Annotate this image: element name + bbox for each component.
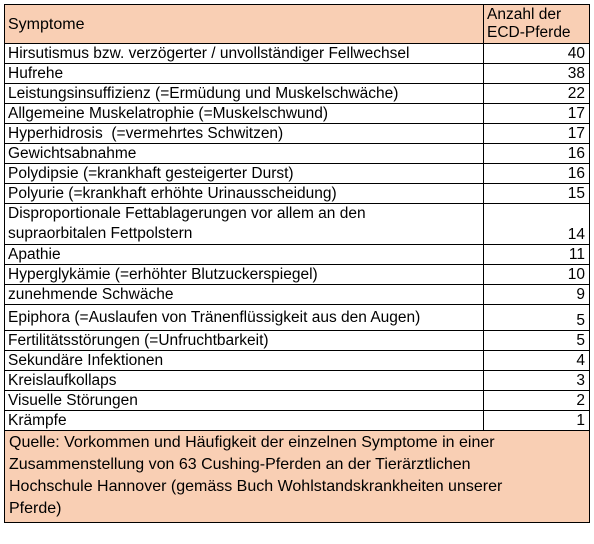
- table-row: [5, 64, 590, 84]
- symptom-cell: Gewichtsabnahme: [5, 144, 484, 164]
- header-count-line2: ECD-Pferde: [487, 24, 571, 41]
- symptom-cell: Fertilitätsstörungen (=Unfruchtbarkeit): [5, 331, 484, 351]
- symptom-cell: Leistungsinsuffizienz (=Ermüdung und Muskelschwäche): [5, 84, 484, 104]
- table-row: [5, 44, 590, 64]
- table-row: [5, 204, 590, 245]
- table-header-row: [5, 5, 590, 44]
- source-line-2: Zusammenstellung von 63 Cushing-Pferden an der Tierärztlichen: [9, 456, 471, 473]
- header-count: [484, 5, 590, 44]
- table-row: [5, 184, 590, 204]
- table-row: [5, 245, 590, 265]
- count-cell: 40: [484, 44, 590, 64]
- table-row: [5, 391, 590, 411]
- symptom-cell: Sekundäre Infektionen: [5, 351, 484, 371]
- symptom-cell-line2: supraorbitalen Fettpolstern: [8, 225, 193, 242]
- table-row: [5, 104, 590, 124]
- count-cell: 2: [484, 391, 590, 411]
- symptom-cell: Hufrehe: [5, 64, 484, 84]
- count-cell: 10: [484, 265, 590, 285]
- table-row: [5, 164, 590, 184]
- table-row: [5, 411, 590, 431]
- count-cell: 11: [484, 245, 590, 265]
- symptom-cell: Krämpfe: [5, 411, 484, 431]
- header-count-line1: Anzahl der: [487, 6, 562, 23]
- table-row: [5, 84, 590, 104]
- symptom-cell: zunehmende Schwäche: [5, 285, 484, 305]
- count-cell: 4: [484, 351, 590, 371]
- symptom-table-container: [4, 4, 589, 523]
- count-cell: 38: [484, 64, 590, 84]
- count-cell: 15: [484, 184, 590, 204]
- table-row: [5, 331, 590, 351]
- symptom-cell: Hyperhidrosis (=vermehrtes Schwitzen): [5, 124, 484, 144]
- source-line-3: Hochschule Hannover (gemäss Buch Wohlstandskrankheiten unserer: [9, 478, 503, 495]
- symptom-cell: Polydipsie (=krankhaft gesteigerter Durst): [5, 164, 484, 184]
- symptom-cell: Allgemeine Muskelatrophie (=Muskelschwund): [5, 104, 484, 124]
- symptom-cell: Apathie: [5, 245, 484, 265]
- symptom-cell: Kreislaufkollaps: [5, 371, 484, 391]
- symptom-cell: Hyperglykämie (=erhöhter Blutzuckerspiegel): [5, 265, 484, 285]
- count-cell: 17: [484, 124, 590, 144]
- count-cell: 5: [484, 305, 590, 331]
- symptom-cell: Visuelle Störungen: [5, 391, 484, 411]
- count-cell: 17: [484, 104, 590, 124]
- table-row: [5, 285, 590, 305]
- table-row: [5, 124, 590, 144]
- header-symptom: Symptome: [5, 5, 484, 44]
- symptom-cell: Epiphora (=Auslaufen von Tränenflüssigkeit aus den Augen): [5, 305, 484, 331]
- source-line-4: Pferde): [9, 500, 62, 517]
- count-cell: 9: [484, 285, 590, 305]
- count-cell: 16: [484, 144, 590, 164]
- table-row: [5, 371, 590, 391]
- source-line-1: Quelle: Vorkommen und Häufigkeit der einzelnen Symptome in einer: [9, 434, 495, 451]
- count-cell: 5: [484, 331, 590, 351]
- count-cell: 3: [484, 371, 590, 391]
- table-row: [5, 265, 590, 285]
- symptom-cell: Hirsutismus bzw. verzögerter / unvollständiger Fellwechsel: [5, 44, 484, 64]
- symptom-cell: Polyurie (=krankhaft erhöhte Urinausscheidung): [5, 184, 484, 204]
- symptom-table: [4, 4, 590, 523]
- symptom-cell-line1: Disproportionale Fettablagerungen vor allem an den: [8, 205, 366, 222]
- count-cell: 14: [484, 204, 590, 245]
- table-row: [5, 305, 590, 331]
- count-cell: 1: [484, 411, 590, 431]
- source-note: [5, 431, 590, 523]
- table-row: [5, 144, 590, 164]
- table-row: [5, 351, 590, 371]
- count-cell: 16: [484, 164, 590, 184]
- count-cell: 22: [484, 84, 590, 104]
- source-row: [5, 431, 590, 523]
- symptom-cell: [5, 204, 484, 245]
